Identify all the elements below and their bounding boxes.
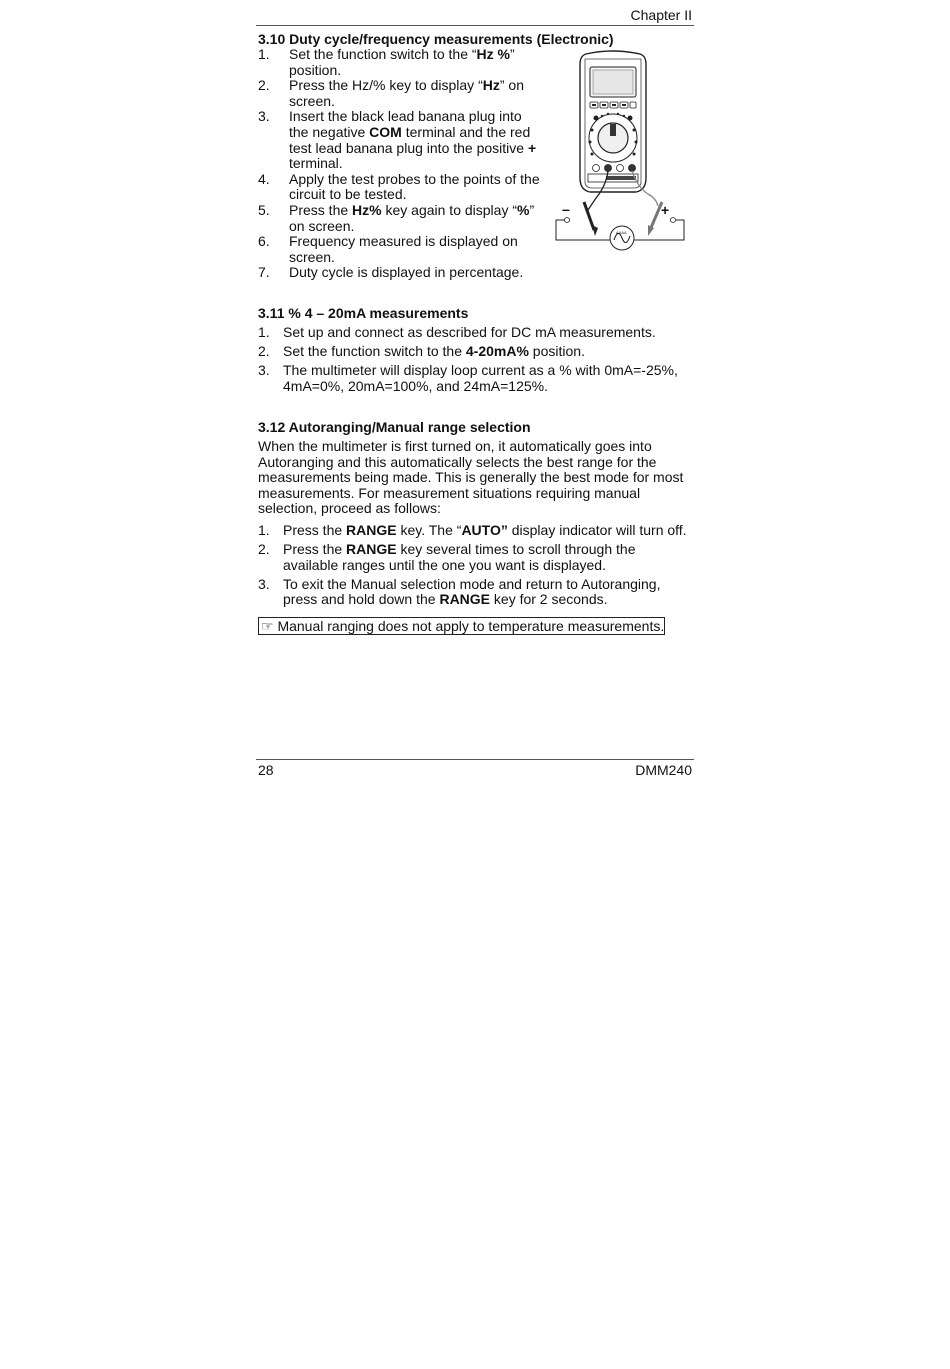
list-item: 3. The multimeter will display loop current as a % with 0mA=-25%, 4mA=0%, 20mA=100%, and 24mA=125%. (258, 362, 678, 394)
note-box: ☞ Manual ranging does not apply to temperature measurements. (258, 617, 665, 635)
section-3-11-title: 3.11 % 4 – 20mA measurements (258, 305, 469, 321)
section-3-12-title: 3.12 Autoranging/Manual range selection (258, 419, 531, 435)
list-item: 5. Press the Hz% key again to display “%” on screen. (258, 201, 535, 234)
list-item: 2. Press the RANGE key several times to scroll through the available ranges until the one you want is displayed. (258, 541, 636, 573)
plus-label: + (661, 202, 670, 218)
list-item: 2. Set the function switch to the 4-20mA% position. (258, 343, 585, 360)
section-3-12-intro: When the multimeter is first turned on, it automatically goes into Autoranging and this automatically selects the best range for the measurements being made. This is generally the best mode for most measurements. For measurement situations requiring manual selection, proceed as follows: (258, 438, 684, 517)
section-3-10-title: 3.10 Duty cycle/frequency measurements (Electronic) (258, 31, 614, 47)
list-item: 3. Insert the black lead banana plug into the negative COM terminal and the red test lead banana plug into the positive + terminal. (258, 108, 537, 172)
page-number: 28 (258, 762, 274, 778)
list-item: 1. Set the function switch to the “Hz %” position. (258, 46, 515, 78)
list-item: 1. Press the RANGE key. The “AUTO” display indicator will turn off. (258, 522, 687, 538)
list-item: 6. Frequency measured is displayed on screen. (258, 233, 518, 265)
minus-label: – (562, 201, 570, 217)
section-3-12-steps (258, 523, 692, 611)
header-rule (256, 25, 694, 26)
chapter-label: Chapter II (630, 7, 692, 23)
list-item: 1. Set up and connect as described for DC mA measurements. (258, 324, 656, 340)
section-3-10-steps (258, 47, 543, 281)
list-item: 3. To exit the Manual selection mode and return to Autoranging, press and hold down the RANGE key for 2 seconds. (258, 575, 661, 608)
model-name: DMM240 (635, 762, 692, 778)
section-3-11-steps (258, 325, 692, 398)
footer-rule (256, 759, 694, 760)
list-item: 7. Duty cycle is displayed in percentage. (258, 264, 524, 281)
svg-text:AAAA: AAAA (616, 230, 627, 235)
multimeter-diagram (552, 50, 688, 255)
list-item: 4. Apply the test probes to the points of the circuit to be tested. (258, 170, 540, 203)
list-item: 2. Press the Hz/% key to display “Hz” on screen. (258, 77, 524, 109)
